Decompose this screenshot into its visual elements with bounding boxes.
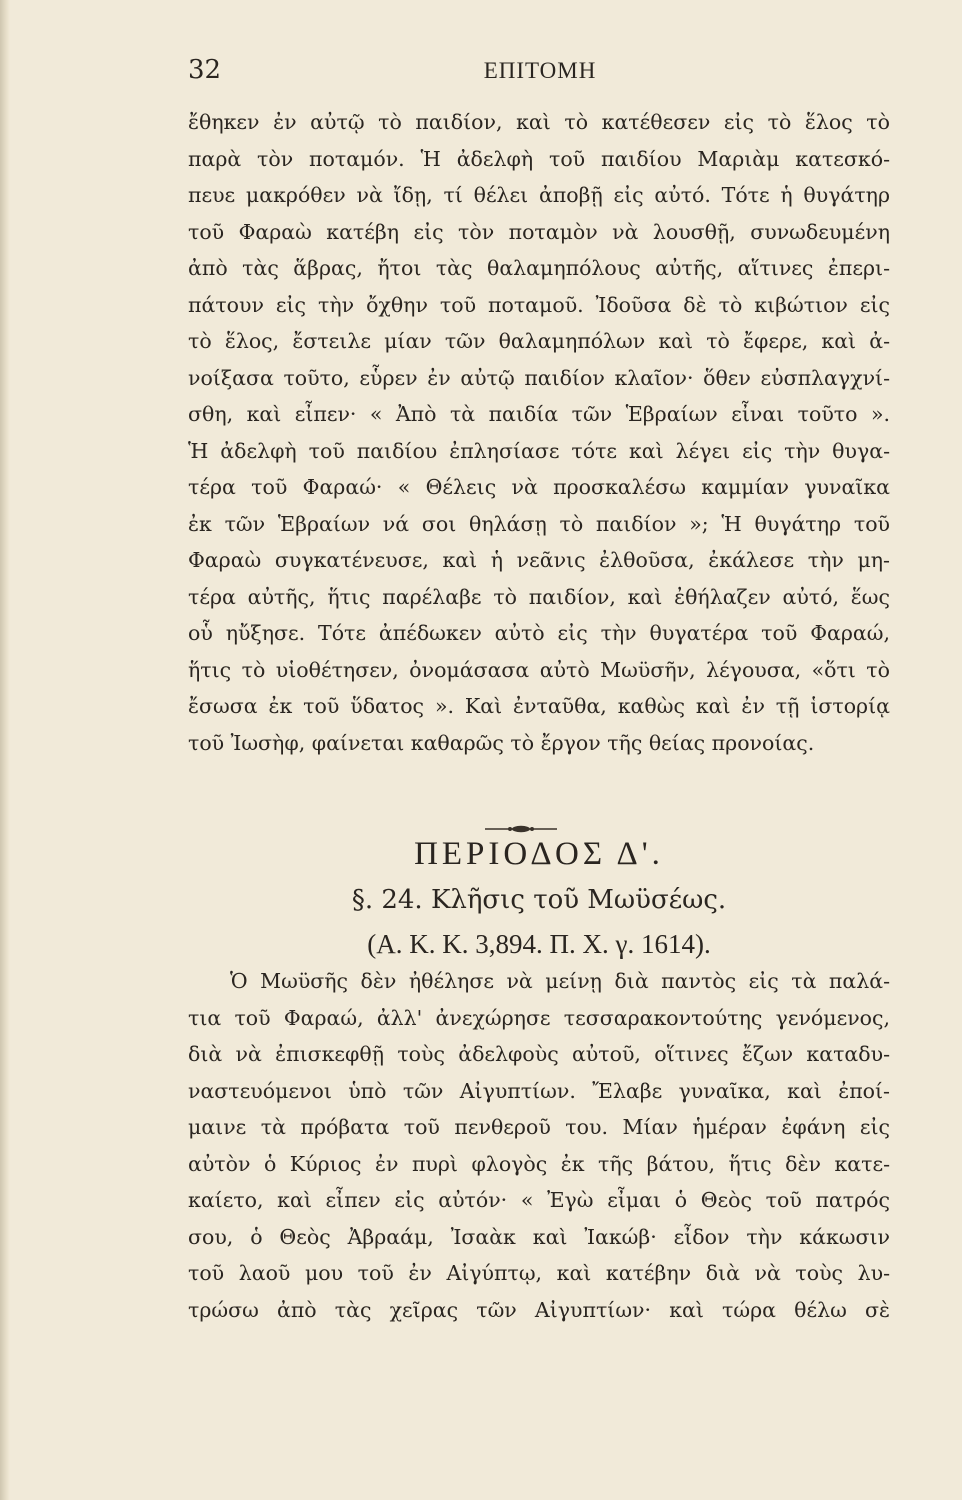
- text-line: τρώσω ἀπὸ τὰς χεῖρας τῶν Αἰγυπτίων· καὶ τώρα θέλω σὲ: [188, 1297, 890, 1322]
- text-line: τὸ ἕλος, ἔστειλε μίαν τῶν θαλαμηπόλων καὶ τὸ ἔφερε, καὶ ἀ-: [188, 329, 890, 353]
- text-line: παρὰ τὸν ποταμόν. Ἡ ἀδελφὴ τοῦ παιδίου Μαριὰμ κατεσκό-: [188, 146, 890, 171]
- text-line: τια τοῦ Φαραώ, ἀλλ' ἀνεχώρησε τεσσαρακοντούτης γενόμενος,: [188, 1005, 890, 1030]
- text-line: ἐκ τῶν Ἑβραίων νά σοι θηλάσῃ τὸ παιδίον »; Ἡ θυγάτηρ τοῦ: [188, 511, 890, 536]
- paragraph-1: [188, 104, 890, 761]
- text-line: τοῦ Ἰωσὴφ, φαίνεται καθαρῶς τὸ ἔργον τῆς θείας προνοίας.: [188, 730, 815, 755]
- text-line: Ἡ ἀδελφὴ τοῦ παιδίου ἐπλησίασε τότε καὶ λέγει εἰς τὴν θυγα-: [188, 438, 890, 463]
- text-line: νοίξασα τοῦτο, εὗρεν ἐν αὐτῷ παιδίον κλαῖον· ὅθεν εὐσπλαγχνί-: [188, 365, 890, 390]
- section-date-line: (Α. Κ. Κ. 3,894. Π. Χ. γ. 1614).: [367, 929, 711, 959]
- text-line: τέρα αὐτῆς, ἥτις παρέλαβε τὸ παιδίον, καὶ ἐθήλαζεν αὐτό, ἕως: [188, 584, 890, 609]
- text-line: τοῦ Φαραὼ κατέβη εἰς τὸν ποταμὸν νὰ λουσθῇ, συνωδευμένη: [188, 219, 890, 244]
- text-line: Ὁ Μωϋσῆς δὲν ἠθέλησε νὰ μείνῃ διὰ παντὸς εἰς τὰ παλά-: [230, 969, 890, 993]
- text-line: ἥτις τὸ υἱοθέτησεν, ὀνομάσασα αὐτὸ Μωϋσῆν, λέγουσα, «ὅτι τὸ: [188, 657, 890, 682]
- text-line: πευε μακρόθεν νὰ ἴδῃ, τί θέλει ἀποβῇ εἰς αὐτό. Τότε ἡ θυγάτηρ: [188, 183, 890, 207]
- text-line: ἀπὸ τὰς ἅβρας, ἤτοι τὰς θαλαμηπόλους αὐτῆς, αἵτινες ἐπερι-: [188, 256, 890, 280]
- text-line: ἔθηκεν ἐν αὐτῷ τὸ παιδίον, καὶ τὸ κατέθεσεν εἰς τὸ ἕλος τὸ: [188, 110, 890, 134]
- period-title: ΠΕΡΙΟΔΟΣ Δ'.: [414, 836, 664, 872]
- text-line: οὗ ηὔξησε. Τότε ἀπέδωκεν αὐτὸ εἰς τὴν θυγατέρα τοῦ Φαραώ,: [188, 621, 890, 645]
- text-line: μαινε τὰ πρόβατα τοῦ πενθεροῦ του. Μίαν ἡμέραν ἐφάνη εἰς: [188, 1115, 890, 1139]
- text-line: σου, ὁ Θεὸς Ἀβραάμ, Ἰσαὰκ καὶ Ἰακώβ· εἶδον τὴν κάκωσιν: [188, 1224, 890, 1249]
- section-heading: §. 24. Κλῆσις τοῦ Μωϋσέως.: [351, 885, 727, 915]
- page-edge-shadow: [0, 0, 10, 1500]
- text-line: σθη, καὶ εἶπεν· « Ἀπὸ τὰ παιδία τῶν Ἑβραίων εἶναι τοῦτο ».: [188, 402, 890, 426]
- text-line: Φαραὼ συγκατένευσε, καὶ ἡ νεᾶνις ἐλθοῦσα, ἐκάλεσε τὴν μη-: [188, 548, 890, 572]
- text-line: καίετο, καὶ εἶπεν εἰς αὐτόν· « Ἐγὼ εἶμαι ὁ Θεὸς τοῦ πατρός: [188, 1188, 890, 1212]
- page-number: 32: [188, 55, 222, 85]
- text-line: διὰ νὰ ἐπισκεφθῇ τοὺς ἀδελφοὺς αὐτοῦ, οἵτινες ἔζων καταδυ-: [188, 1042, 890, 1066]
- text-line: τοῦ λαοῦ μου τοῦ ἐν Αἰγύπτῳ, καὶ κατέβην διὰ νὰ τοὺς λυ-: [188, 1261, 890, 1285]
- running-head: ΕΠΙΤΟΜΗ: [483, 58, 597, 83]
- paragraph-2: [188, 963, 890, 1328]
- text-line: αὐτὸν ὁ Κύριος ἐν πυρὶ φλογὸς ἐκ τῆς βάτου, ἥτις δὲν κατε-: [188, 1151, 890, 1176]
- text-line: πάτουν εἰς τὴν ὄχθην τοῦ ποταμοῦ. Ἰδοῦσα δὲ τὸ κιβώτιον εἰς: [188, 292, 890, 317]
- text-line: τέρα τοῦ Φαραώ· « Θέλεις νὰ προσκαλέσω καμμίαν γυναῖκα: [188, 475, 890, 499]
- text-line: ἔσωσα ἐκ τοῦ ὕδατος ». Καὶ ἐνταῦθα, καθὼς καὶ ἐν τῇ ἱστορίᾳ: [188, 694, 890, 718]
- text-line: ναστευόμενοι ὑπὸ τῶν Αἰγυπτίων. Ἔλαβε γυναῖκα, καὶ ἐποί-: [188, 1078, 890, 1103]
